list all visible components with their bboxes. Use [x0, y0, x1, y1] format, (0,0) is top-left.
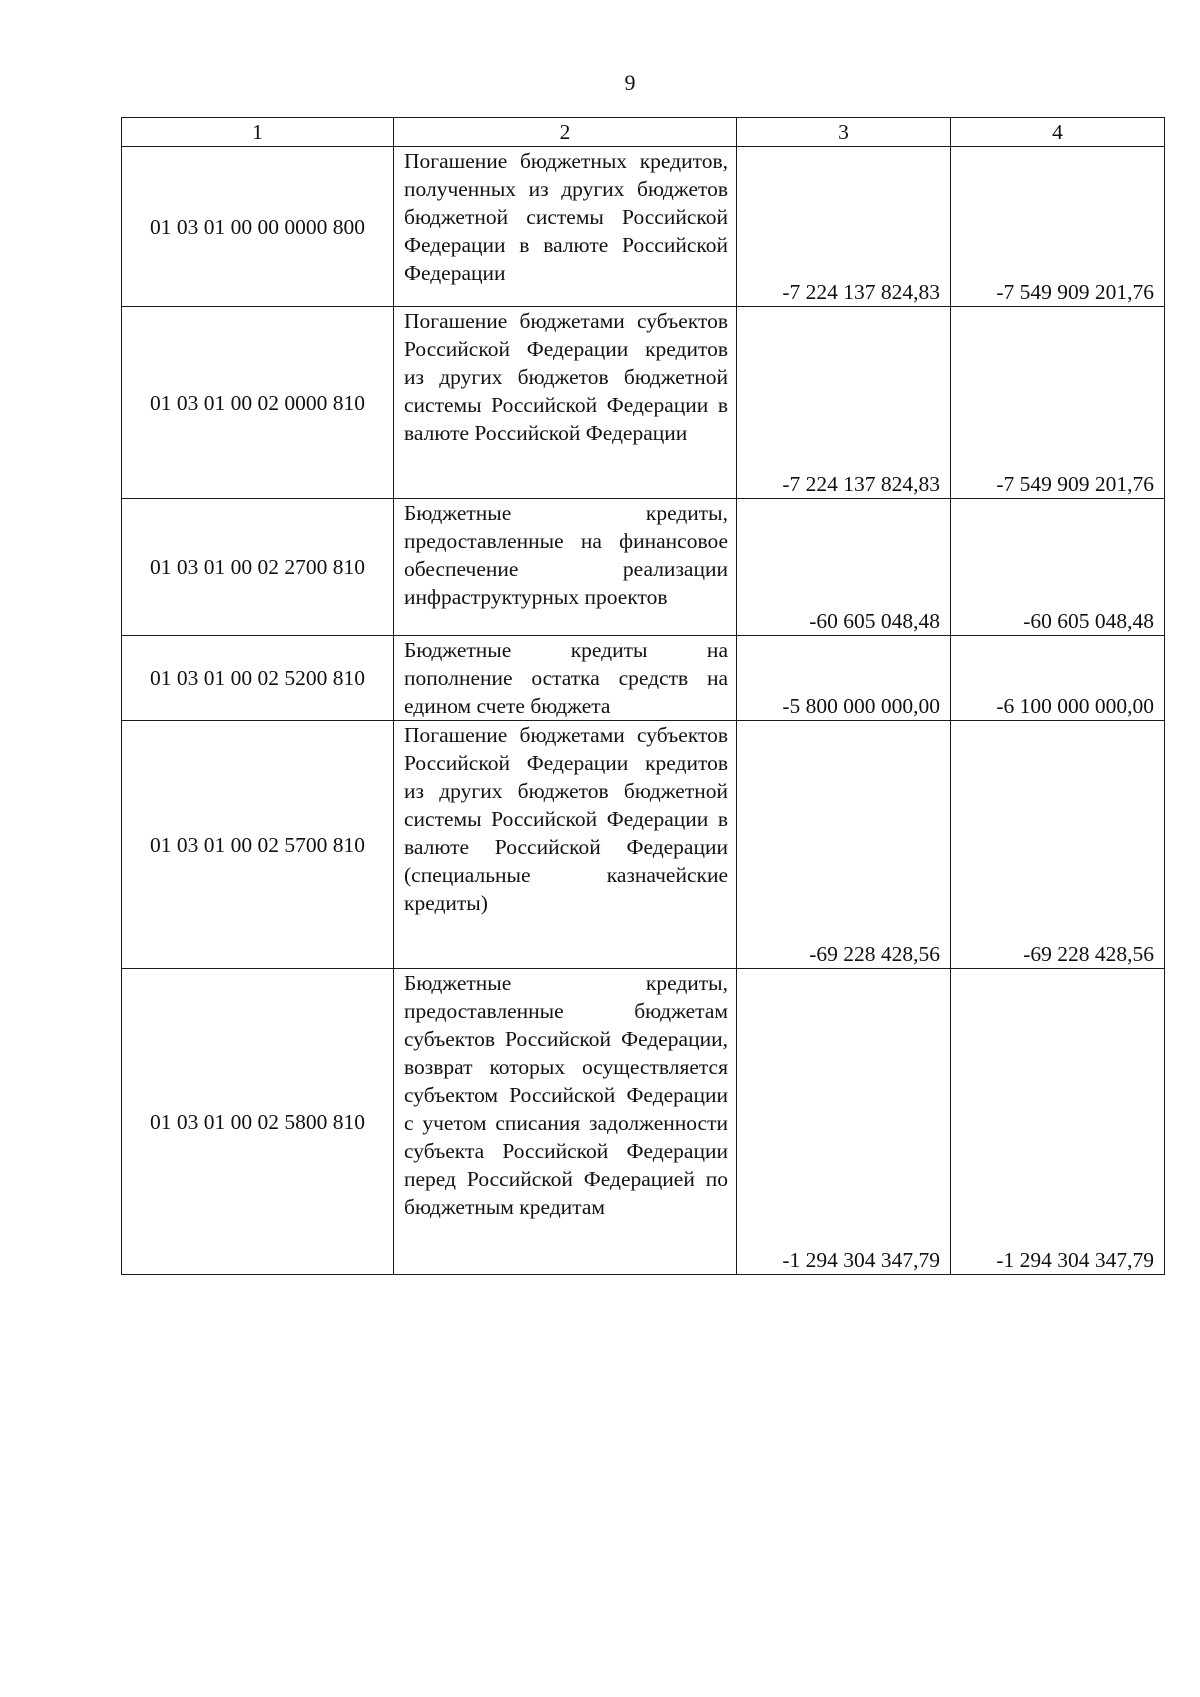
column-header-code: 1 [122, 118, 394, 147]
table-row [122, 499, 1165, 636]
table-row [122, 307, 1165, 499]
row-amount-4: -7 549 909 201,76 [951, 147, 1165, 307]
table-header-row [122, 118, 1165, 147]
row-amount-3: -5 800 000 000,00 [737, 636, 951, 721]
row-code: 01 03 01 00 02 5700 810 [122, 721, 394, 969]
row-name: Бюджетные кредиты, предоставленные бюджетам субъектов Российской Федерации, возврат которых осуществляется субъектом Российской Федерации с учетом списания задолженности субъекта Российской Федерации перед Российской Федерацией по бюджетным кредитам [394, 969, 737, 1275]
row-amount-4: -69 228 428,56 [951, 721, 1165, 969]
table-row [122, 636, 1165, 721]
row-name: Бюджетные кредиты на пополнение остатка средств на едином счете бюджета [394, 636, 737, 721]
row-name: Бюджетные кредиты, предоставленные на финансовое обеспечение реализации инфраструктурных проектов [394, 499, 737, 636]
row-amount-3: -1 294 304 347,79 [737, 969, 951, 1275]
row-code: 01 03 01 00 02 5800 810 [122, 969, 394, 1275]
row-amount-4: -60 605 048,48 [951, 499, 1165, 636]
row-amount-3: -7 224 137 824,83 [737, 307, 951, 499]
row-code: 01 03 01 00 02 2700 810 [122, 499, 394, 636]
table-row [122, 969, 1165, 1275]
row-code: 01 03 01 00 00 0000 800 [122, 147, 394, 307]
row-amount-3: -69 228 428,56 [737, 721, 951, 969]
row-amount-4: -1 294 304 347,79 [951, 969, 1165, 1275]
row-code: 01 03 01 00 02 0000 810 [122, 307, 394, 499]
column-header-amount-3: 3 [737, 118, 951, 147]
row-name: Погашение бюджетами субъектов Российской Федерации кредитов из других бюджетов бюджетной системы Российской Федерации в валюте Российской Федерации [394, 307, 737, 499]
row-amount-4: -7 549 909 201,76 [951, 307, 1165, 499]
table-row [122, 147, 1165, 307]
column-header-name: 2 [394, 118, 737, 147]
row-amount-4: -6 100 000 000,00 [951, 636, 1165, 721]
row-amount-3: -7 224 137 824,83 [737, 147, 951, 307]
row-code: 01 03 01 00 02 5200 810 [122, 636, 394, 721]
row-name: Погашение бюджетами субъектов Российской Федерации кредитов из других бюджетов бюджетной системы Российской Федерации в валюте Российской Федерации (специальные казначейские кредиты) [394, 721, 737, 969]
table-row [122, 721, 1165, 969]
column-header-amount-4: 4 [951, 118, 1165, 147]
row-amount-3: -60 605 048,48 [737, 499, 951, 636]
budget-sources-table [121, 117, 1165, 1275]
row-name: Погашение бюджетных кредитов, полученных из других бюджетов бюджетной системы Российской Федерации в валюте Российской Федерации [394, 147, 737, 307]
page-number: 9 [624, 70, 636, 95]
